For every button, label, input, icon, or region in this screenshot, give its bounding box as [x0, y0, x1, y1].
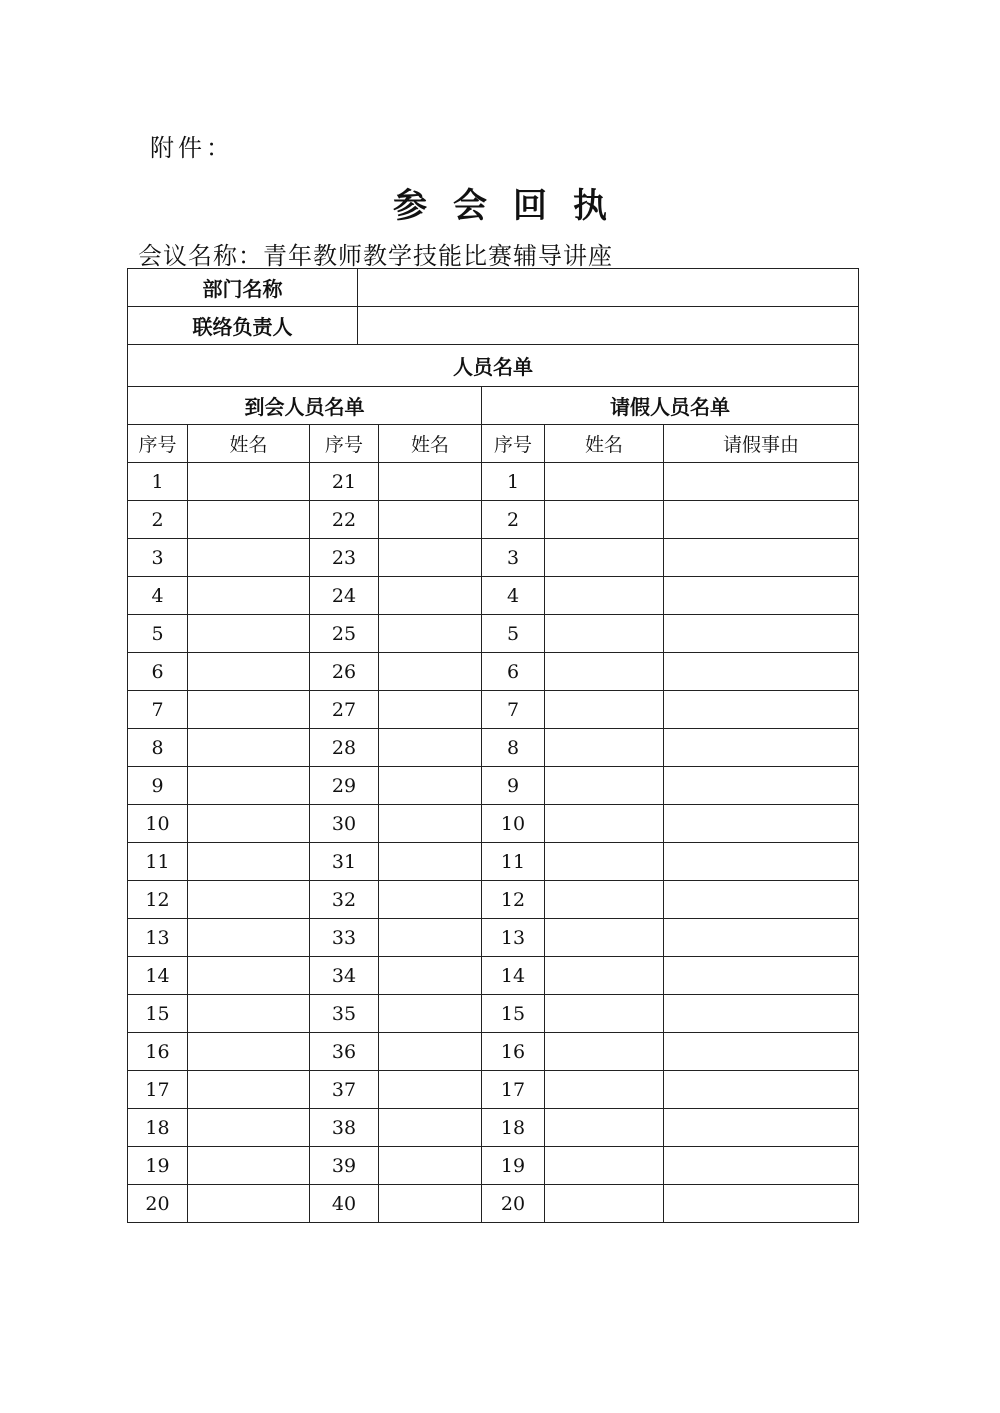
table-row: [128, 1071, 859, 1109]
seq-leave: 12: [482, 881, 545, 919]
table-row: [128, 691, 859, 729]
seq-leave: 11: [482, 843, 545, 881]
department-input-ext[interactable]: [482, 269, 859, 307]
table-row: [128, 767, 859, 805]
name-attending-left[interactable]: [188, 881, 310, 919]
seq-attending-left: 8: [128, 729, 188, 767]
name-leave[interactable]: [545, 539, 664, 577]
name-attending-left[interactable]: [188, 1185, 310, 1223]
seq-attending-left: 6: [128, 653, 188, 691]
contact-row: [128, 307, 859, 345]
name-leave[interactable]: [545, 1071, 664, 1109]
name-leave[interactable]: [545, 805, 664, 843]
seq-attending-left: 5: [128, 615, 188, 653]
seq-attending-left: 18: [128, 1109, 188, 1147]
name-attending-right[interactable]: [379, 501, 482, 539]
name-attending-left[interactable]: [188, 957, 310, 995]
seq-attending-left: 15: [128, 995, 188, 1033]
reason-leave[interactable]: [664, 881, 859, 919]
reason-leave[interactable]: [664, 691, 859, 729]
personnel-heading-row: [128, 345, 859, 387]
reason-leave[interactable]: [664, 1185, 859, 1223]
name-attending-left[interactable]: [188, 691, 310, 729]
reason-leave[interactable]: [664, 615, 859, 653]
reason-leave[interactable]: [664, 463, 859, 501]
table-row: [128, 1185, 859, 1223]
name-leave[interactable]: [545, 1185, 664, 1223]
seq-leave: 5: [482, 615, 545, 653]
name-attending-right[interactable]: [379, 1033, 482, 1071]
seq-leave: 15: [482, 995, 545, 1033]
seq-attending-right: 38: [310, 1109, 379, 1147]
table-row: [128, 501, 859, 539]
col-name-3: 姓名: [545, 425, 664, 463]
name-leave[interactable]: [545, 729, 664, 767]
name-leave[interactable]: [545, 1109, 664, 1147]
department-row: [128, 269, 859, 307]
name-attending-left[interactable]: [188, 577, 310, 615]
col-seq-2: 序号: [310, 425, 379, 463]
table-row: [128, 539, 859, 577]
seq-attending-left: 10: [128, 805, 188, 843]
seq-attending-right: 21: [310, 463, 379, 501]
table-row: [128, 653, 859, 691]
reason-leave[interactable]: [664, 805, 859, 843]
name-attending-right[interactable]: [379, 805, 482, 843]
seq-attending-right: 37: [310, 1071, 379, 1109]
seq-leave: 8: [482, 729, 545, 767]
name-attending-right[interactable]: [379, 1071, 482, 1109]
name-attending-left[interactable]: [188, 995, 310, 1033]
name-attending-right[interactable]: [379, 653, 482, 691]
name-attending-right[interactable]: [379, 957, 482, 995]
seq-attending-right: 28: [310, 729, 379, 767]
seq-leave: 14: [482, 957, 545, 995]
name-attending-right[interactable]: [379, 995, 482, 1033]
seq-attending-right: 22: [310, 501, 379, 539]
table-row: [128, 843, 859, 881]
name-attending-left[interactable]: [188, 729, 310, 767]
name-attending-right[interactable]: [379, 1109, 482, 1147]
seq-attending-right: 35: [310, 995, 379, 1033]
receipt-form-table: [127, 268, 859, 1223]
seq-attending-right: 25: [310, 615, 379, 653]
seq-leave: 10: [482, 805, 545, 843]
table-row: [128, 1147, 859, 1185]
seq-leave: 2: [482, 501, 545, 539]
name-leave[interactable]: [545, 843, 664, 881]
seq-attending-left: 19: [128, 1147, 188, 1185]
name-attending-right[interactable]: [379, 729, 482, 767]
seq-leave: 9: [482, 767, 545, 805]
contact-label: 联络负责人: [128, 307, 358, 344]
section-heading-row: [128, 387, 859, 425]
table-row: [128, 1033, 859, 1071]
name-attending-left[interactable]: [188, 463, 310, 501]
col-seq-1: 序号: [128, 425, 188, 463]
seq-attending-left: 13: [128, 919, 188, 957]
name-attending-right[interactable]: [379, 463, 482, 501]
name-attending-right[interactable]: [379, 691, 482, 729]
department-label: 部门名称: [128, 269, 358, 306]
meeting-name: 会议名称：青年教师教学技能比赛辅导讲座: [138, 242, 613, 270]
name-attending-left[interactable]: [188, 1071, 310, 1109]
seq-attending-right: 36: [310, 1033, 379, 1071]
reason-leave[interactable]: [664, 1033, 859, 1071]
seq-attending-left: 9: [128, 767, 188, 805]
name-attending-left[interactable]: [188, 615, 310, 653]
name-attending-left[interactable]: [188, 767, 310, 805]
seq-leave: 16: [482, 1033, 545, 1071]
table-row: [128, 729, 859, 767]
page-title: 参会回执: [393, 186, 633, 226]
name-attending-left[interactable]: [188, 1033, 310, 1071]
name-leave[interactable]: [545, 501, 664, 539]
reason-leave[interactable]: [664, 1147, 859, 1185]
seq-attending-right: 31: [310, 843, 379, 881]
reason-leave[interactable]: [664, 539, 859, 577]
attending-heading: 到会人员名单: [128, 387, 482, 425]
seq-leave: 4: [482, 577, 545, 615]
name-attending-right[interactable]: [379, 919, 482, 957]
table-row: [128, 577, 859, 615]
table-row: [128, 881, 859, 919]
name-attending-right[interactable]: [379, 1147, 482, 1185]
name-attending-right[interactable]: [379, 881, 482, 919]
name-attending-right[interactable]: [379, 767, 482, 805]
seq-leave: 6: [482, 653, 545, 691]
seq-attending-left: 12: [128, 881, 188, 919]
name-leave[interactable]: [545, 1147, 664, 1185]
seq-attending-right: 26: [310, 653, 379, 691]
seq-leave: 19: [482, 1147, 545, 1185]
seq-attending-left: 14: [128, 957, 188, 995]
seq-attending-left: 4: [128, 577, 188, 615]
seq-leave: 17: [482, 1071, 545, 1109]
name-attending-right[interactable]: [379, 1185, 482, 1223]
reason-leave[interactable]: [664, 577, 859, 615]
seq-attending-right: 30: [310, 805, 379, 843]
name-leave[interactable]: [545, 1033, 664, 1071]
name-attending-left[interactable]: [188, 919, 310, 957]
name-attending-left[interactable]: [188, 805, 310, 843]
table-row: [128, 995, 859, 1033]
name-attending-right[interactable]: [379, 539, 482, 577]
seq-attending-right: 32: [310, 881, 379, 919]
seq-attending-right: 24: [310, 577, 379, 615]
name-attending-right[interactable]: [379, 577, 482, 615]
contact-input-ext[interactable]: [482, 307, 859, 345]
seq-attending-left: 11: [128, 843, 188, 881]
reason-leave[interactable]: [664, 1071, 859, 1109]
table-row: [128, 805, 859, 843]
col-seq-3: 序号: [482, 425, 545, 463]
seq-leave: 1: [482, 463, 545, 501]
seq-attending-right: 39: [310, 1147, 379, 1185]
department-input[interactable]: [358, 269, 482, 306]
reason-leave[interactable]: [664, 843, 859, 881]
reason-leave[interactable]: [664, 919, 859, 957]
attachment-label: 附件：: [150, 134, 234, 162]
name-leave[interactable]: [545, 577, 664, 615]
name-attending-left[interactable]: [188, 653, 310, 691]
table-row: [128, 1109, 859, 1147]
seq-attending-left: 3: [128, 539, 188, 577]
table-row: [128, 463, 859, 501]
reason-leave[interactable]: [664, 653, 859, 691]
name-leave[interactable]: [545, 957, 664, 995]
reason-leave[interactable]: [664, 767, 859, 805]
leave-heading: 请假人员名单: [482, 387, 859, 425]
seq-leave: 7: [482, 691, 545, 729]
seq-attending-left: 17: [128, 1071, 188, 1109]
seq-leave: 13: [482, 919, 545, 957]
seq-attending-right: 40: [310, 1185, 379, 1223]
col-name-2: 姓名: [379, 425, 482, 463]
name-leave[interactable]: [545, 615, 664, 653]
seq-attending-right: 29: [310, 767, 379, 805]
seq-attending-right: 34: [310, 957, 379, 995]
seq-attending-left: 16: [128, 1033, 188, 1071]
name-attending-left[interactable]: [188, 539, 310, 577]
seq-attending-left: 7: [128, 691, 188, 729]
seq-attending-left: 1: [128, 463, 188, 501]
reason-leave[interactable]: [664, 1109, 859, 1147]
personnel-heading: 人员名单: [128, 345, 859, 387]
name-leave[interactable]: [545, 995, 664, 1033]
seq-leave: 18: [482, 1109, 545, 1147]
name-leave[interactable]: [545, 919, 664, 957]
table-row: [128, 957, 859, 995]
name-leave[interactable]: [545, 881, 664, 919]
seq-attending-right: 33: [310, 919, 379, 957]
seq-attending-right: 27: [310, 691, 379, 729]
name-leave[interactable]: [545, 691, 664, 729]
name-attending-left[interactable]: [188, 1109, 310, 1147]
name-leave[interactable]: [545, 463, 664, 501]
name-attending-left[interactable]: [188, 843, 310, 881]
seq-attending-right: 23: [310, 539, 379, 577]
table-row: [128, 615, 859, 653]
column-header-row: [128, 425, 859, 463]
name-attending-right[interactable]: [379, 615, 482, 653]
seq-leave: 3: [482, 539, 545, 577]
reason-leave[interactable]: [664, 957, 859, 995]
name-attending-left[interactable]: [188, 501, 310, 539]
reason-leave[interactable]: [664, 729, 859, 767]
seq-attending-left: 2: [128, 501, 188, 539]
name-attending-left[interactable]: [188, 1147, 310, 1185]
seq-leave: 20: [482, 1185, 545, 1223]
seq-attending-left: 20: [128, 1185, 188, 1223]
col-reason: 请假事由: [664, 425, 859, 463]
name-leave[interactable]: [545, 653, 664, 691]
contact-input[interactable]: [358, 307, 482, 344]
reason-leave[interactable]: [664, 995, 859, 1033]
reason-leave[interactable]: [664, 501, 859, 539]
col-name-1: 姓名: [188, 425, 310, 463]
name-leave[interactable]: [545, 767, 664, 805]
name-attending-right[interactable]: [379, 843, 482, 881]
table-row: [128, 919, 859, 957]
